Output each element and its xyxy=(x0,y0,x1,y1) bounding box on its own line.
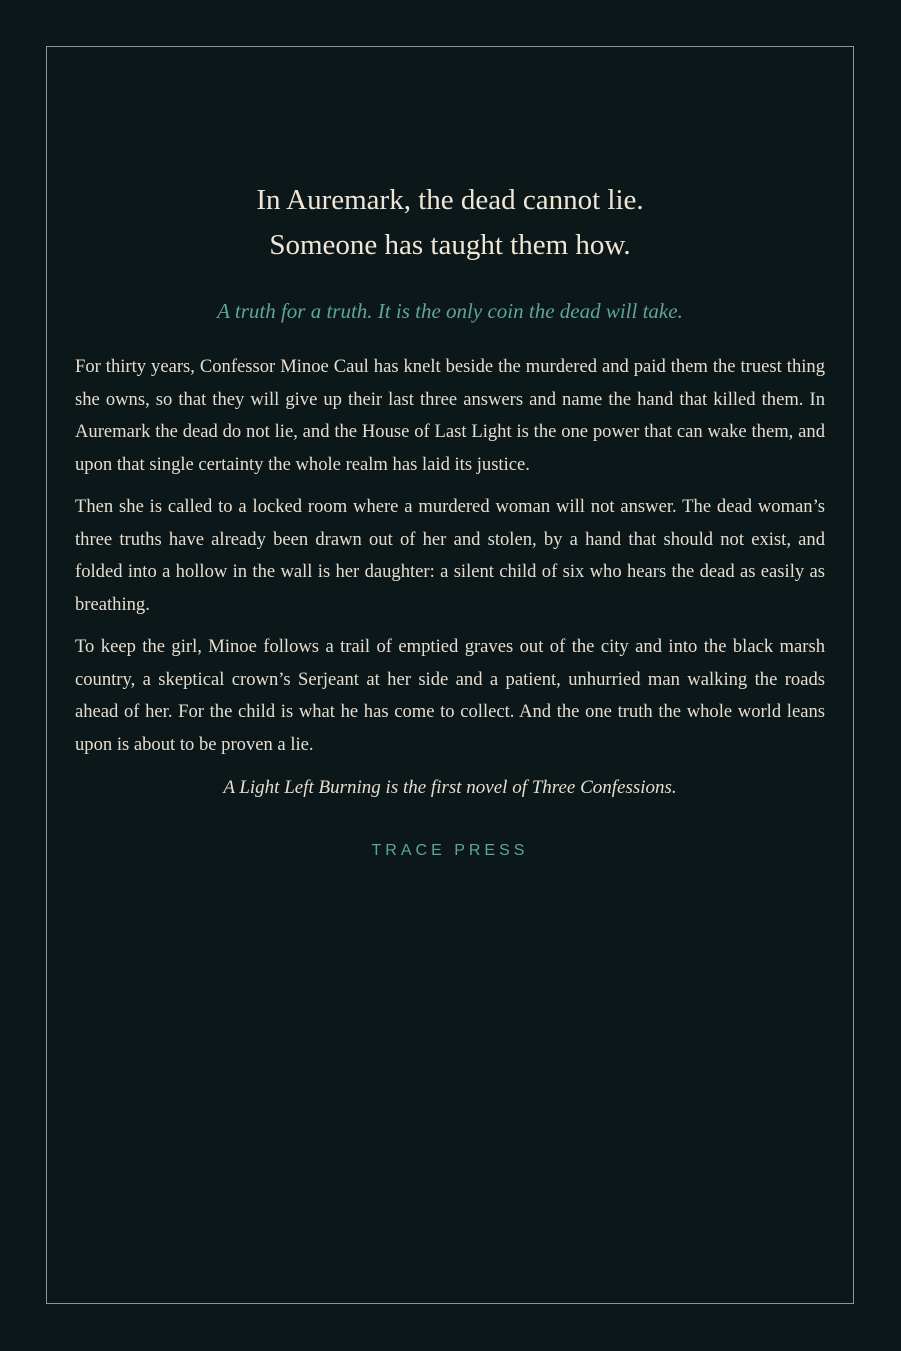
headline-line-1: In Auremark, the dead cannot lie. xyxy=(256,184,644,216)
publisher-name: TRACE PRESS xyxy=(371,842,529,859)
blurb xyxy=(75,351,825,761)
headline xyxy=(75,178,825,268)
tagline: A truth for a truth. It is the only coin the dead will take. xyxy=(217,299,683,323)
blurb-paragraph-3: To keep the girl, Minoe follows a trail of emptied graves out of the city and into the black marsh country, a skeptical crown’s Serjeant at her side and a patient, unhurried man walking the roads ahead of her. For the child is what he has come to collect. And the one truth the whole world leans upon is about to be proven a lie. xyxy=(75,636,825,755)
headline-line-2: Someone has taught them how. xyxy=(269,229,631,261)
blurb-paragraph-1: For thirty years, Confessor Minoe Caul has knelt beside the murdered and paid them the truest thing she owns, so that they will give up their last three answers and name the hand that killed them. In Auremark the dead do not lie, and the House of Last Light is the one power that can wake them, and upon that single certainty the whole realm has laid its justice. xyxy=(75,356,825,475)
back-cover-copy xyxy=(75,178,825,862)
blurb-paragraph-2: Then she is called to a locked room where a murdered woman will not answer. The dead woman’s three truths have already been drawn out of her and stolen, by a hand that should not exist, and folded into a hollow in the wall is her daughter: a silent child of six who hears the dead as easily as breathing. xyxy=(75,496,825,615)
series-note: A Light Left Burning is the first novel of Three Confessions. xyxy=(223,777,677,798)
